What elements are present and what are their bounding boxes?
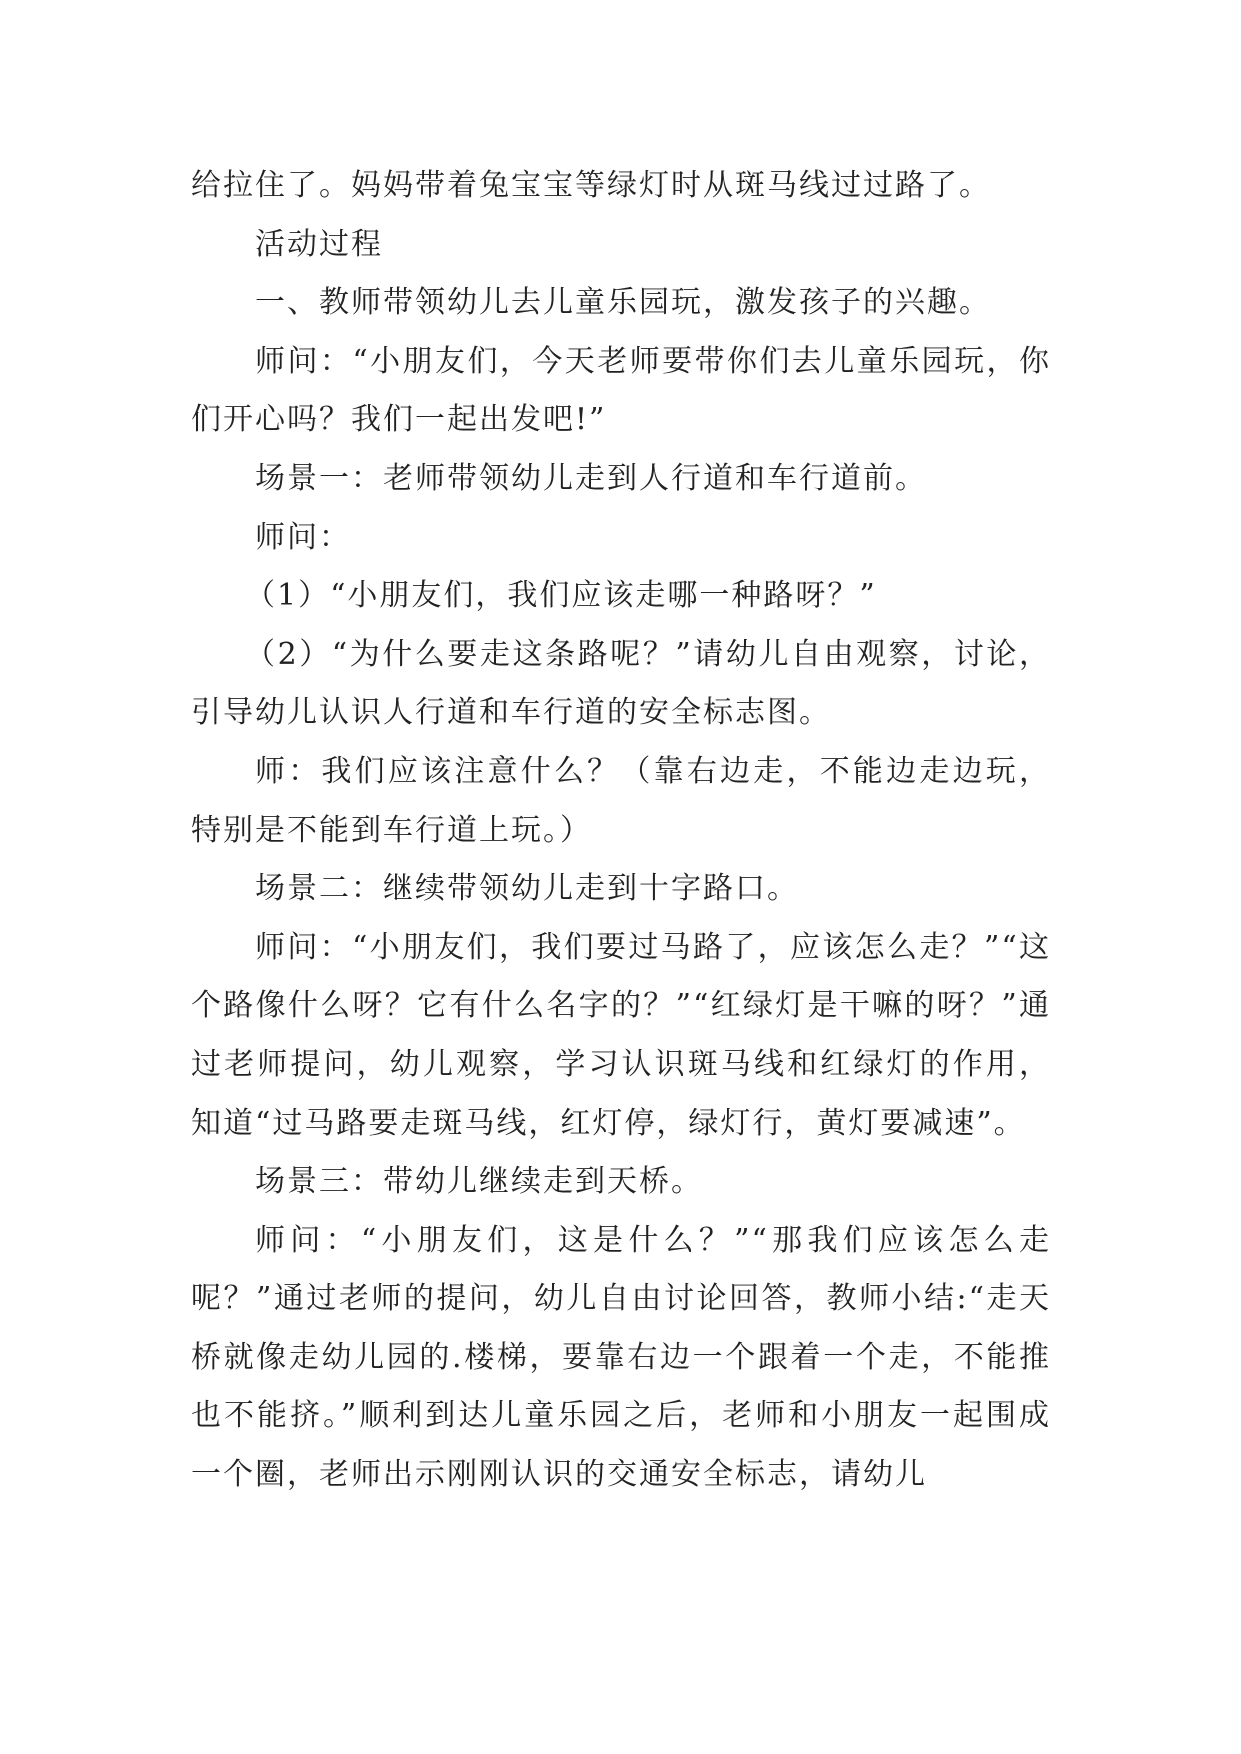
document-body — [191, 157, 1051, 1505]
paragraph-teacher-question-2: 师问：“小朋友们，我们要过马路了，应该怎么走？”“这个路像什么呀？它有什么名字的？”“红绿灯是干嘛的呀？”通过老师提问，幼儿观察，学习认识斑马线和红绿灯的作用，知道“过马路要走斑马线，红灯停，绿灯行，黄灯要减速”。 — [191, 929, 1051, 1141]
paragraph-scene-two: 场景二：继续带领幼儿走到十字路口。 — [255, 871, 799, 907]
paragraph-heading-activity-process: 活动过程 — [255, 226, 383, 262]
paragraph-step-one: 一、教师带领幼儿去儿童乐园玩，激发孩子的兴趣。 — [255, 285, 991, 321]
paragraph-teacher-question-3: 师问：“小朋友们，这是什么？”“那我们应该怎么走呢？”通过老师的提问，幼儿自由讨论回答，教师小结:“走天桥就像走幼儿园的.楼梯，要靠右边一个跟着一个走，不能推也不能挤。”顺利到达儿童乐园之后，老师和小朋友一起围成一个圈，老师出示刚刚认识的交通安全标志，请幼儿 — [191, 1222, 1051, 1493]
paragraph-question-item-1: （1）“小朋友们，我们应该走哪一种路呀？” — [245, 578, 877, 614]
paragraph-continuation: 给拉住了。妈妈带着兔宝宝等绿灯时从斑马线过过路了。 — [191, 168, 991, 203]
paragraph-teacher-asks: 师问： — [255, 519, 351, 555]
paragraph-scene-one: 场景一：老师带领幼儿走到人行道和车行道前。 — [255, 460, 927, 496]
paragraph-teacher-question-1: 师问：“小朋友们，今天老师要带你们去儿童乐园玩，你们开心吗？我们一起出发吧!” — [191, 343, 1051, 438]
paragraph-scene-three: 场景三：带幼儿继续走到天桥。 — [255, 1164, 703, 1200]
paragraph-teacher-note: 师：我们应该注意什么？（靠右边走，不能边走边玩，特别是不能到车行道上玩。） — [191, 753, 1051, 848]
paragraph-question-item-2: （2）“为什么要走这条路呢？”请幼儿自由观察，讨论，引导幼儿认识人行道和车行道的安全标志图。 — [191, 636, 1051, 731]
